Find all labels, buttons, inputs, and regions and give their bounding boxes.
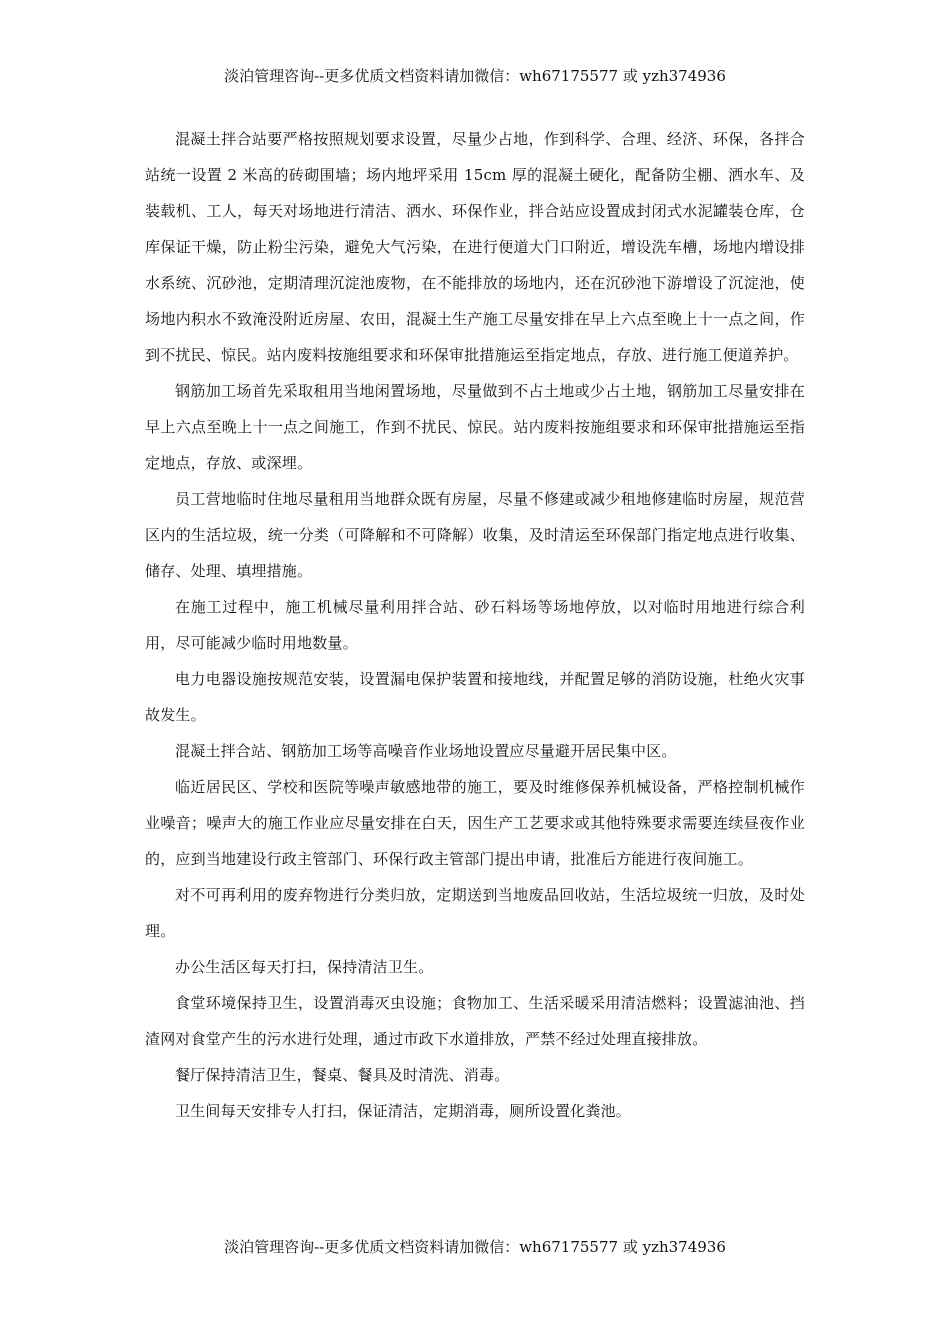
paragraph-rebar-yard: 钢筋加工场首先采取租用当地闲置场地，尽量做到不占土地或少占土地，钢筋加工尽量安排在早上六点至晚上十一点之间施工，作到不扰民、惊民。站内废料按施组要求和环保审批措施运至指定地点，存放、或深埋。 <box>145 382 805 472</box>
paragraph-mixing-station: 混凝土拌合站要严格按照规划要求设置，尽量少占地，作到科学、合理、经济、环保，各拌合站统一设置 2 米高的砖砌围墙；场内地坪采用 15cm 厚的混凝土硬化，配备防尘棚、洒水车、及装载机、工人，每天对场地进行清洁、洒水、环保作业，拌合站应设置成封闭式水泥罐装仓库，仓库保证干燥，防止粉尘污染，避免大气污染，在进行便道大门口附近，增设洗车槽，场地内增设排水系统、沉砂池，定期清理沉淀池废物，在不能排放的场地内，还在沉砂池下游增设了沉淀池，使场地内积水不致淹没附近房屋、农田，混凝土生产施工尽量安排在早上六点至晚上十一点之间，作到不扰民、惊民。站内废料按施组要求和环保审批措施运至指定地点，存放、进行施工便道养护。 <box>145 130 805 364</box>
paragraph-waste-disposal: 对不可再利用的废弃物进行分类归放，定期送到当地废品回收站，生活垃圾统一归放，及时处理。 <box>145 886 805 940</box>
paragraph-electrical-safety: 电力电器设施按规范安装，设置漏电保护装置和接地线，并配置足够的消防设施，杜绝火灾事故发生。 <box>145 670 805 724</box>
page-header: 淡泊管理咨询--更多优质文档资料请加微信：wh67175577 或 yzh374936 <box>224 67 726 85</box>
page-footer: 淡泊管理咨询--更多优质文档资料请加微信：wh67175577 或 yzh374936 <box>224 1238 726 1256</box>
paragraph-noise-site: 混凝土拌合站、钢筋加工场等高噪音作业场地设置应尽量避开居民集中区。 <box>175 742 677 760</box>
paragraph-noise-control: 临近居民区、学校和医院等噪声敏感地带的施工，要及时维修保养机械设备，严格控制机械作业噪音；噪声大的施工作业应尽量安排在白天，因生产工艺要求或其他特殊要求需要连续昼夜作业的，应到当地建设行政主管部门、环保行政主管部门提出申请，批准后方能进行夜间施工。 <box>145 778 805 868</box>
paragraph-machinery-parking: 在施工过程中，施工机械尽量利用拌合站、砂石料场等场地停放，以对临时用地进行综合利用，尽可能减少临时用地数量。 <box>145 598 805 652</box>
paragraph-staff-camp: 员工营地临时住地尽量租用当地群众既有房屋，尽量不修建或减少租地修建临时房屋，规范营区内的生活垃圾，统一分类（可降解和不可降解）收集，及时清运至环保部门指定地点进行收集、储存、处理、填埋措施。 <box>145 490 805 580</box>
paragraph-restroom: 卫生间每天安排专人打扫，保证清洁，定期消毒，厕所设置化粪池。 <box>175 1102 632 1120</box>
paragraph-dining-hall: 餐厅保持清洁卫生，餐桌、餐具及时清洗、消毒。 <box>175 1066 510 1084</box>
document-body <box>145 121 805 1129</box>
paragraph-canteen: 食堂环境保持卫生，设置消毒灭虫设施；食物加工、生活采暖采用清洁燃料；设置滤油池、挡渣网对食堂产生的污水进行处理，通过市政下水道排放，严禁不经过处理直接排放。 <box>145 994 805 1048</box>
paragraph-office-cleaning: 办公生活区每天打扫，保持清洁卫生。 <box>175 958 434 976</box>
